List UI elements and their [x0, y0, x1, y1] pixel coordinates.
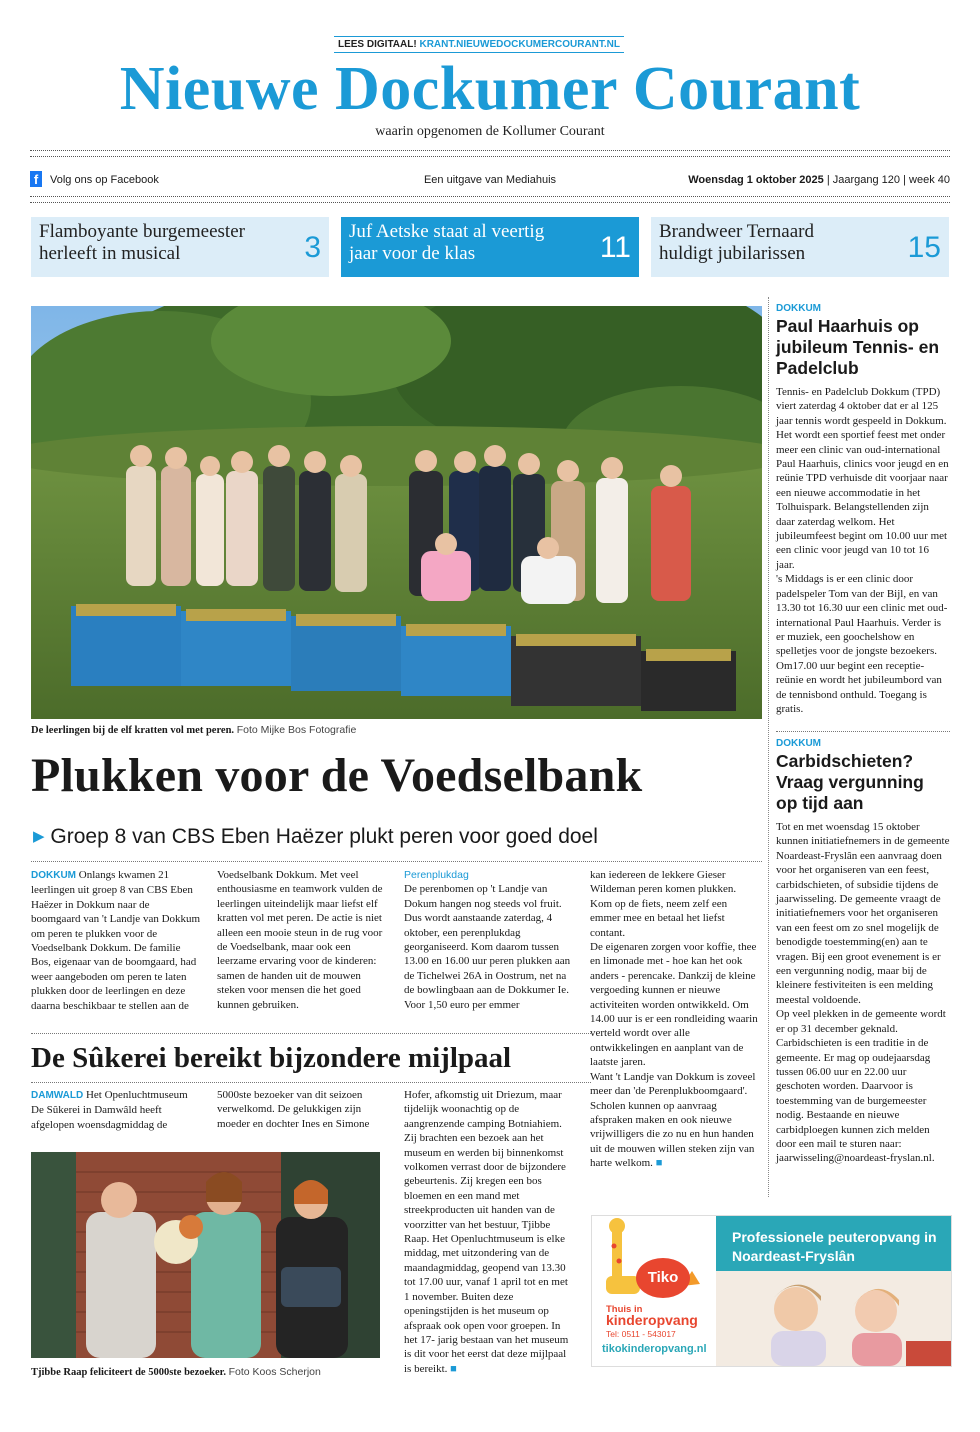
masthead-divider: [30, 150, 950, 157]
digital-banner[interactable]: [334, 36, 624, 53]
article-column: [31, 868, 201, 1013]
teaser-line: Juf Aetske staat al veertig: [349, 221, 545, 242]
photo-credit: Foto Mijke Bos Fotografie: [236, 724, 357, 736]
facebook-icon[interactable]: f: [30, 171, 42, 187]
main-subhead: [33, 824, 598, 850]
article-text: Voedselbank Dokkum. Met veel enthousiasme en teamwork vulden de leerlingen uiteindelijk maar liefst elf kratten vol met peren. De actie is niet alleen een mooie steun in de rug voor de Voedselbank, maar ook een leerzame ervaring voor de kinderen: samen de handen uit de mouwen steken voor mensen die het goed kunnen gebruiken.: [217, 869, 383, 1011]
second-photo-caption: [31, 1366, 321, 1378]
info-bar: [30, 171, 950, 191]
second-headline: De Sûkerei bereikt bijzondere mijlpaal: [31, 1042, 512, 1074]
teaser-page: 11: [599, 231, 631, 264]
column-divider: [768, 297, 769, 1197]
article-text: Onlangs kwamen 21 leerlingen uit groep 8 van CBS Eben Haëzer in Dokkum naar de boomgaard van 't Landje van Dokkum om peren te plukken voor de Voedselbank Dokkum. De familie Bos, eigenaar van de boomgaard, had weer aangeboden om peren te laten plukken door de leerlingen en deze daarna beschikbaar te stellen aan de: [31, 869, 201, 1012]
article-text: Hofer, afkomstig uit Driezum, maar tijdelijk woonachtig op de aangrenzende camping Botniahiem. Zij brachten een bezoek aan het museum en werden bij binnenkomst volkomen verrast door de bijzondere gebeurtenis. Zij kregen een bos bloemen en een mand met streekproducten uit handen van de voorzitter van het bestuur, Tjibbe Raap. Het Openluchtmuseum is elke middag, met uitzondering van de maandagmiddag, geopend van 13.30 tot 17.00 uur, vanaf 1 april tot en met 1 november. Buiten deze openingstijden is het museum op afspraak ook open voor groepen. In het 17- jarig bestaan van het museum is dit voor het eerst dat deze mijlpaal is bereikt.: [404, 1089, 569, 1375]
ad-tagline: [606, 1304, 698, 1328]
teaser-page: 15: [907, 231, 941, 264]
article-location: DOKKUM: [31, 870, 76, 881]
ad-phone: Tel: 0511 - 543017: [606, 1329, 676, 1339]
ad-tagline-big: kinderopvang: [606, 1312, 698, 1328]
side-text: Op veel plekken in de gemeente wordt er op 31 december geknald. Carbidschieten is een traditie in de gemeente. Er mag op oudejaarsdag tussen 06.00 uur en 22.00 uur geschoten worden. Daarvoor is toestemming van de burgemeester nodig. Bestaande en nieuwe carbidploegen kunnen zich melden door een mail te sturen naar: jaarwisseling@noardeast-fryslan.nl.: [776, 1008, 946, 1165]
article-column: [31, 1088, 191, 1132]
teaser-line: Brandweer Ternaard: [659, 221, 814, 242]
article-text: Scholen kunnen op aanvraag afspraken maken en ook nieuwe vrijwilligers die zo nu en hun handen uit de mouwen willen steken zijn van harte welkom.: [590, 1099, 755, 1170]
side-text: 's Middags is er een clinic door padelspeler Tom van der Bijl, en van 13.30 tot 16.30 uur een clinic met oud-international Paul Haarhuis. Verder is er muziek, een goochelshow en spelletjes voor de jongste bezoekers. Om17.00 uur begint een receptie-reünie en wordt het jubileumbord van de tennisbond onthuld. Toegang is gratis.: [776, 573, 948, 715]
facebook-link[interactable]: Volg ons op Facebook: [50, 174, 159, 186]
article-text: Want 't Landje van Dokkum is zoveel meer dan 'de Perenplukboomgaard'.: [590, 1070, 756, 1098]
side-text: Tennis- en Padelclub Dokkum (TPD) viert zaterdag 4 oktober dat er al 125 jaar tennis wordt gespeeld in Dokkum. Het wordt een sportief feest met onder meer een clinic van oud-international Paul Haarhuis, clinics voor jeugd en en reünie TPD verhuisde dit voorjaar naar een nieuwe accommodatie in het Tolhuispark. Belangstellenden zijn daar zaterdag welkom. Het jubileumfeest begint om 10.00 uur met een clinic voor jeugd van 10 tot 16 jaar.: [776, 386, 949, 571]
ad-photo: [716, 1271, 951, 1366]
caption-text: De leerlingen bij de elf kratten vol met peren.: [31, 725, 235, 736]
teaser-brandweer[interactable]: [651, 217, 949, 277]
ad-url-link[interactable]: tikokinderopvang.nl: [602, 1343, 707, 1355]
digital-label: LEES DIGITAAL!: [337, 39, 417, 50]
article-column: [217, 868, 385, 1012]
second-photo: [31, 1152, 380, 1358]
teaser-musical[interactable]: [31, 217, 329, 277]
side-divider: [776, 731, 950, 732]
photo-credit: Foto Koos Scherjon: [228, 1366, 321, 1378]
issue-week: week 40: [909, 174, 950, 186]
ad-headline: Professionele peuteropvang in Noardeast-Fryslân: [732, 1229, 937, 1264]
main-photo-caption: [31, 724, 356, 736]
article-divider: [31, 1033, 591, 1034]
side-location: DOKKUM: [776, 738, 821, 749]
subhead-text: Groep 8 van CBS Eben Haëzer plukt peren voor goed doel: [50, 825, 598, 848]
side-text: Tot en met woensdag 15 oktober kunnen initiatiefnemers in de gemeente Noardeast-Fryslân een aanvraag doen voor het organiseren van een feest, carbidschieten, of subsidie tijdens de jaarwisseling. De gemeente vraagt de initiatiefnemers voor het organiseren van een feest om zo snel mogelijk de benodigde toestemming(en) aan te vragen. Bij een groot evenement is er een vergunning nodig, maar bij de kleinere festiviteiten is een melding meestal voldoende.: [776, 821, 950, 1006]
teaser-page: 3: [304, 231, 321, 264]
side-article-tennis: [776, 303, 950, 716]
teaser-juf-aetske[interactable]: [341, 217, 639, 277]
ad-tagline-small: Thuis in: [606, 1304, 643, 1315]
info-divider: [30, 196, 950, 203]
issue-date: Woensdag 1 oktober 2025: [688, 174, 824, 186]
article-divider: [31, 1082, 591, 1083]
side-headline: Paul Haarhuis op jubileum Tennis- en Padelclub: [776, 316, 940, 378]
article-column: [217, 1088, 382, 1131]
article-column: [590, 868, 760, 1171]
article-column: [404, 1088, 574, 1376]
tiko-advertisement[interactable]: [591, 1215, 952, 1367]
caption-text: Tjibbe Raap feliciteert de 5000ste bezoeker.: [31, 1367, 226, 1378]
teaser-line: huldigt jubilarissen: [659, 243, 806, 264]
teaser-line: jaar voor de klas: [349, 243, 476, 264]
article-subheading: Perenplukdag: [404, 869, 469, 881]
article-text: kan iedereen de lekkere Gieser Wildeman peren komen plukken. Kom op de fiets, neem zelf een emmer mee en betaal het liefst contant.: [590, 869, 737, 939]
end-mark-icon: ■: [450, 1362, 457, 1375]
article-location: DAMWALD: [31, 1090, 84, 1101]
main-headline: Plukken voor de Voedselbank: [31, 749, 643, 802]
teaser-line: Flamboyante burgemeester: [39, 221, 245, 242]
article-text: Het Openluchtmuseum De Sûkerei in Damwâld heeft afgelopen woensdagmiddag de: [31, 1089, 188, 1131]
ad-brand-panel: [592, 1216, 716, 1366]
main-photo: [31, 306, 762, 719]
side-article-carbid: [776, 738, 950, 1166]
article-divider: [31, 861, 762, 862]
newspaper-subtitle: waarin opgenomen de Kollumer Courant: [375, 124, 605, 139]
article-text: De eigenaren zorgen voor koffie, thee en limonade met - hoe kan het ook anders - perencake. Dankzij de kleine vergoeding kunnen er nieuwe activiteiten worden ontwikkeld. Om 14.00 uur is er een rondleiding waarin verteld wordt over alle ontwikkelingen en aanplant van de laatste jaren.: [590, 941, 758, 1069]
end-mark-icon: ■: [655, 1157, 663, 1170]
side-headline: Carbidschieten? Vraag vergunning op tijd aan: [776, 751, 924, 813]
publisher-note: Een uitgave van Mediahuis: [423, 174, 557, 186]
article-text: 5000ste bezoeker van dit seizoen verwelkomd. De gelukkigen zijn moeder en dochter Ines en Simone: [217, 1089, 370, 1130]
newspaper-title: Nieuwe Dockumer Courant: [119, 55, 861, 123]
article-text: De perenbomen op 't Landje van Dokum hangen nog steeds vol fruit. Dus wordt aanstaande zaterdag, 4 oktober, een perenplukdag georganiseerd. Kom daarom tussen 13.00 en 16.00 uur peren plukken aan de Tichelwei 26A in Oostrum, net na de bowlingbaan aan de Dokkumer Ie. Voor 1,50 euro per emmer: [404, 883, 571, 1011]
ad-photo-panel: [716, 1216, 951, 1366]
issue-volume: Jaargang 120: [832, 174, 901, 186]
digital-url-link[interactable]: KRANT.NIEUWEDOCKUMERCOURANT.NL: [419, 39, 621, 50]
play-arrow-icon: ▶: [33, 828, 45, 845]
side-location: DOKKUM: [776, 303, 821, 314]
tiko-logo: Tiko: [636, 1258, 690, 1298]
issue-info: Woensdag 1 oktober 2025 | Jaargang 120 | week 40: [688, 174, 950, 186]
article-column: [404, 868, 574, 1012]
teaser-line: herleeft in musical: [39, 243, 181, 264]
